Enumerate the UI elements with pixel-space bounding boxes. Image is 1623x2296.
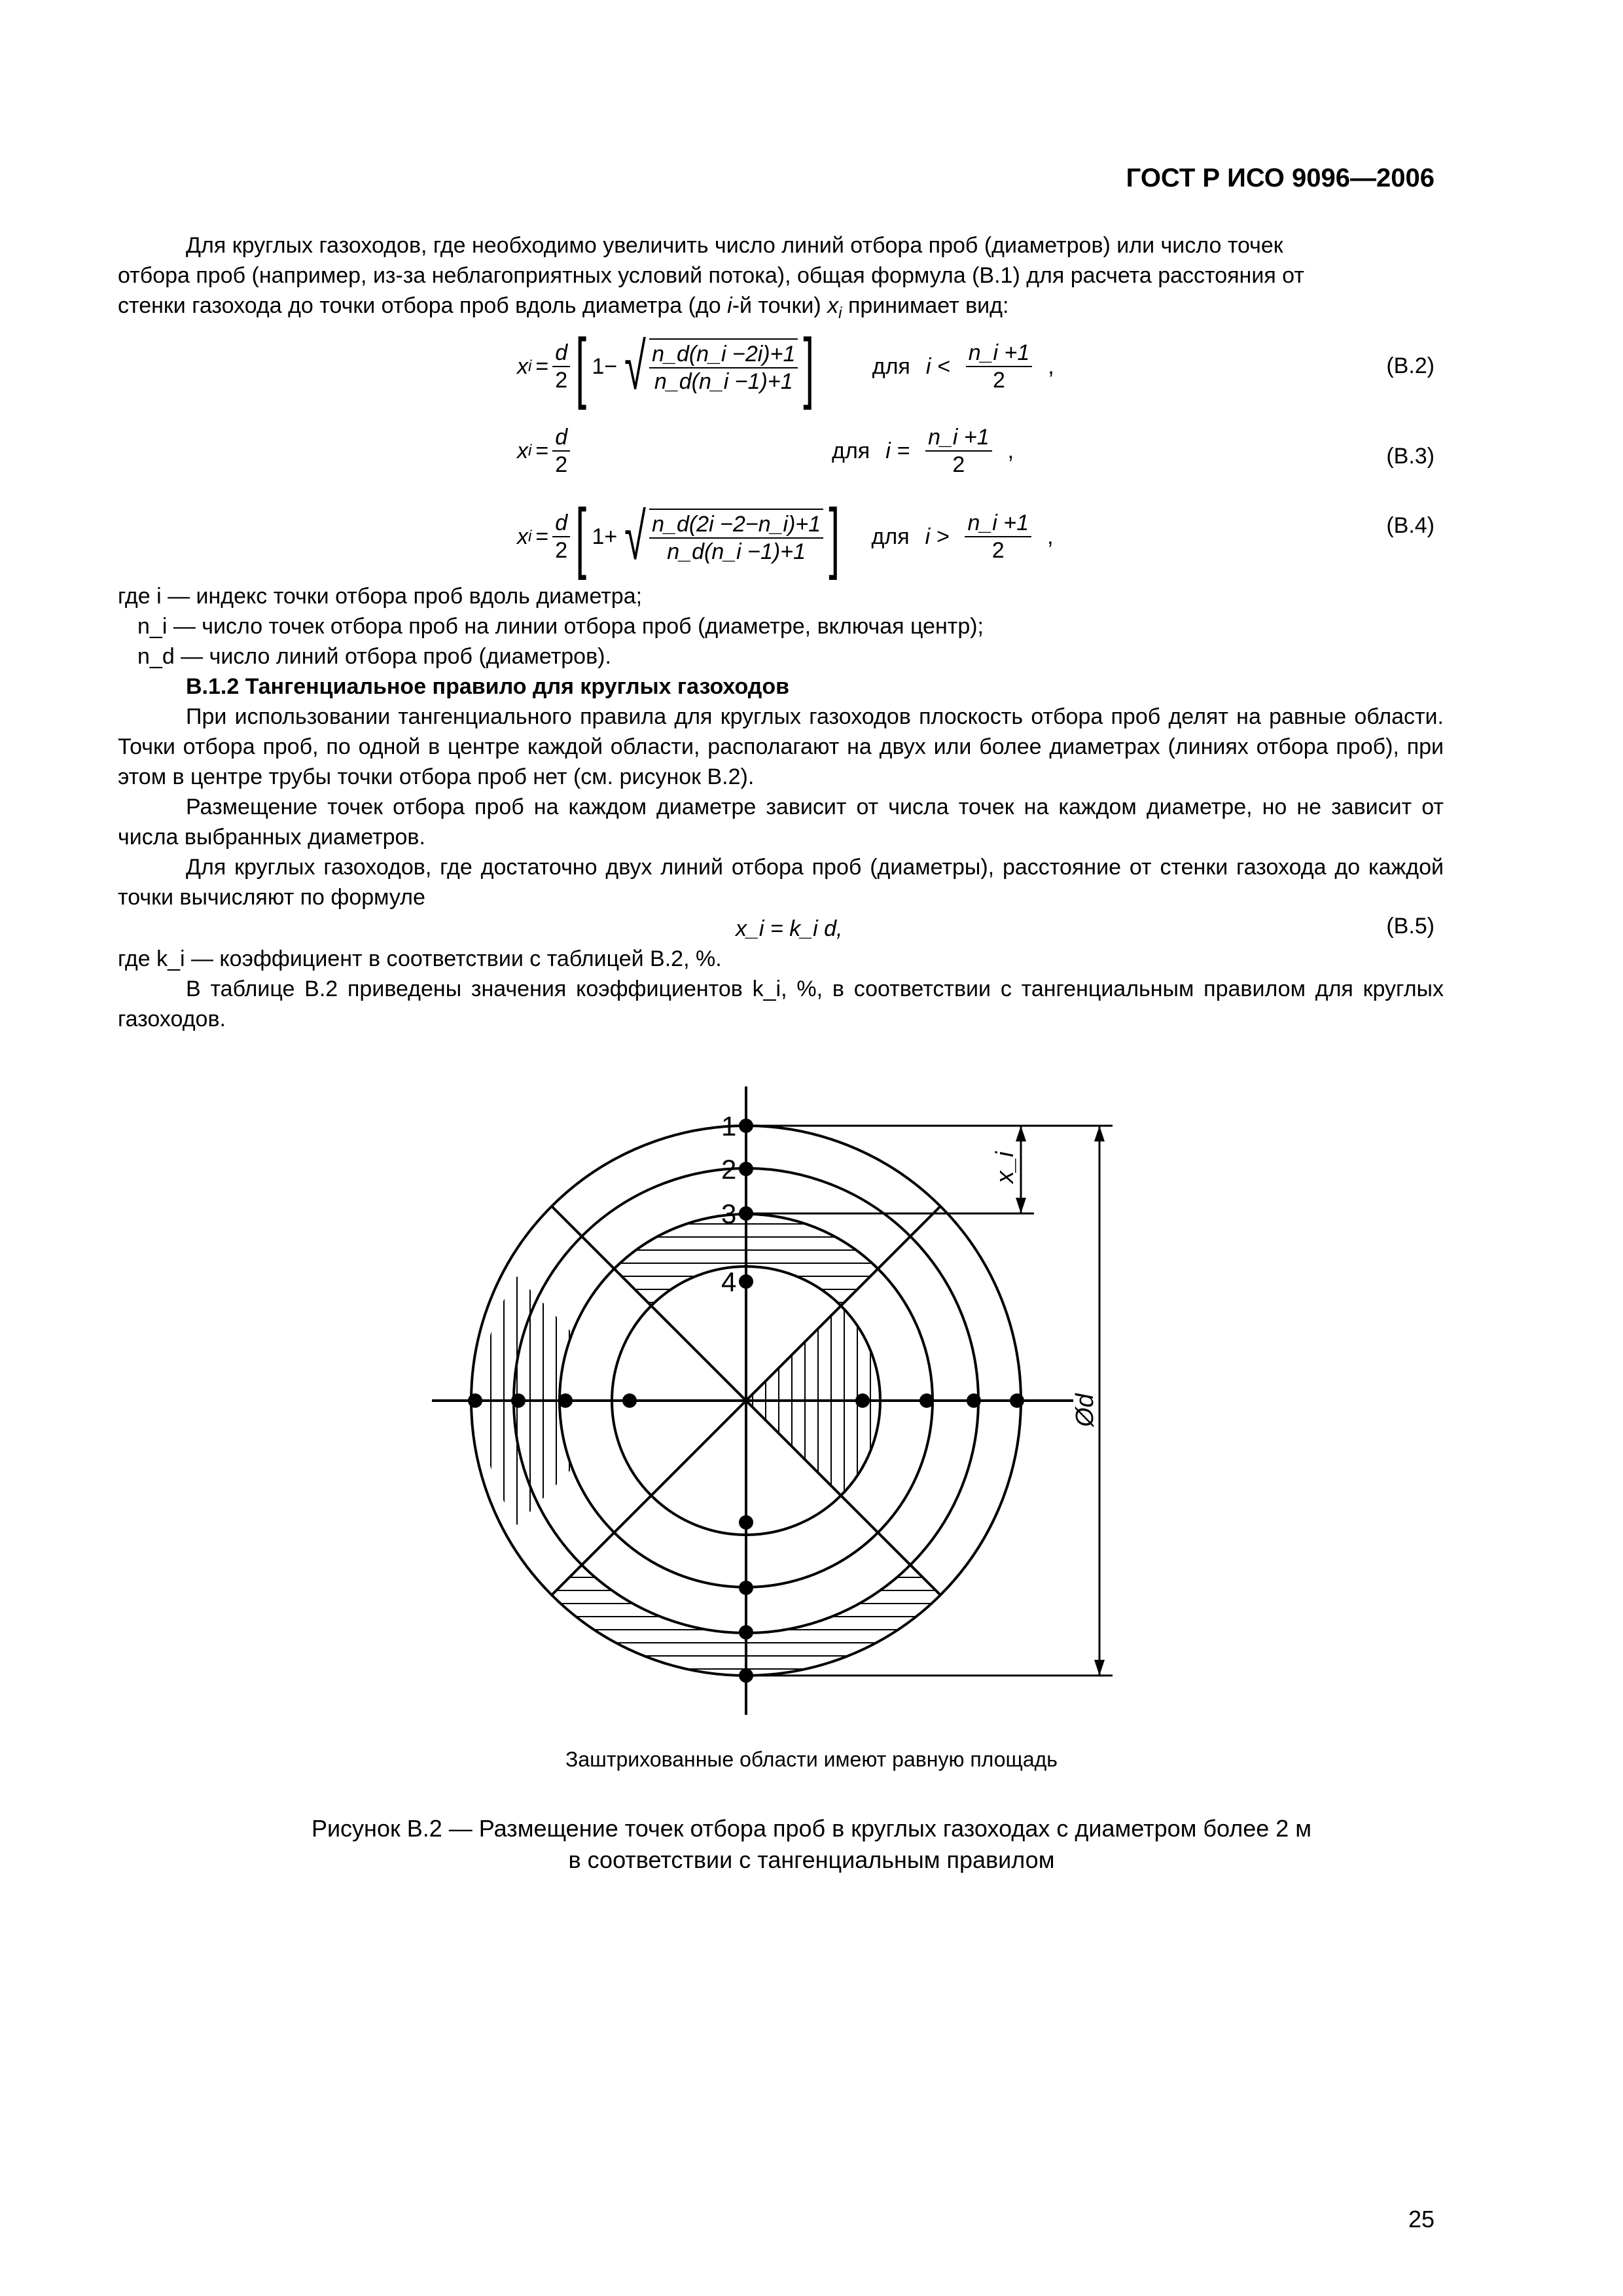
where-i: где i — индекс точки отбора проб вдоль диаметра; bbox=[118, 584, 643, 609]
intro-line-3: стенки газохода до точки отбора проб вдоль диаметра (до i-й точки) $x_i$ принимает вид: bbox=[118, 293, 1009, 322]
figure-caption bbox=[0, 1813, 1623, 1876]
point-label-4: 4 bbox=[721, 1266, 737, 1297]
equation-b4: x i = $\frac{d}{2}$ [ 1+ √ $\frac{n\_d(2i -2-n\_i)+1}{n\_d(n\_i -1)+1}$ ] для i > $\frac{n\_i +1}{2}$ , bbox=[517, 493, 1054, 581]
equation-b5: x_i = k_i d, bbox=[736, 916, 843, 941]
page-number: 25 bbox=[1408, 2206, 1435, 2233]
intro-line-2: отбора проб (например, из-за неблагоприятных условий потока), общая формула (В.1) для расчета расстояния от bbox=[118, 263, 1304, 288]
point-label-2: 2 bbox=[721, 1154, 737, 1185]
equation-b5-label: (В.5) bbox=[1386, 914, 1435, 939]
dimension-diameter: Ød bbox=[1071, 1393, 1099, 1427]
point-label-3: 3 bbox=[721, 1198, 737, 1229]
equation-b3: x i = $\frac{d}{2}$ для i = $\frac{n\_i +1}{2}$ , bbox=[517, 425, 1014, 477]
intro-line-1: Для круглых газоходов, где необходимо увеличить число линий отбора проб (диаметров) или число точек bbox=[186, 233, 1283, 258]
figure-tangential-rule bbox=[419, 1073, 1178, 1715]
equation-b3-label: (В.3) bbox=[1386, 444, 1435, 469]
figure-note: Заштрихованные области имеют равную площадь bbox=[565, 1748, 1058, 1771]
equation-b2-label: (В.2) bbox=[1386, 353, 1435, 378]
equation-b2: x i = $\frac{d}{2}$ [ 1− √ $\frac{n\_d(n\_i -2i)+1}{n\_d(n\_i -1)+1}$ ] для i < $\frac{n\_i +1}{2}$ , bbox=[517, 323, 1054, 410]
where-ki: где k_i — коэффициент в соответствии с таблицей В.2, %. bbox=[118, 946, 722, 971]
section-title: В.1.2 Тангенциальное правило для круглых газоходов bbox=[186, 674, 790, 699]
figure-caption-line-1: Рисунок В.2 — Размещение точек отбора проб в круглых газоходах с диаметром более 2 м bbox=[311, 1815, 1312, 1842]
dimension-xi: x_i bbox=[991, 1151, 1019, 1183]
figure-caption-line-2: в соответствии с тангенциальным правилом bbox=[568, 1846, 1055, 1873]
point-label-1: 1 bbox=[721, 1111, 737, 1141]
section-paragraph-4: В таблице В.2 приведены значения коэффициентов k_i, %, в соответствии с тангенциальным правилом для круглых газоходов. bbox=[118, 977, 1444, 1031]
section-paragraph-1: При использовании тангенциального правила для круглых газоходов плоскость отбора проб делят на равные области. Точки отбора проб, по одной в центре каждой области, располагают на двух или более диаметрах (линиях отбора проб), при этом в центре трубы точки отбора проб нет (см. рисунок В.2). bbox=[118, 704, 1444, 789]
section-paragraph-2: Размещение точек отбора проб на каждом диаметре зависит от числа точек на каждом диаметре, но не зависит от числа выбранных диаметров. bbox=[118, 795, 1444, 850]
equation-b4-label: (В.4) bbox=[1386, 513, 1435, 538]
document-header: ГОСТ Р ИСО 9096—2006 bbox=[1126, 164, 1435, 192]
where-ni: n_i — число точек отбора проб на линии отбора проб (диаметре, включая центр); bbox=[137, 614, 984, 639]
section-paragraph-3: Для круглых газоходов, где достаточно двух линий отбора проб (диаметры), расстояние от стенки газохода до каждой точки вычисляют по формуле bbox=[118, 855, 1444, 910]
where-nd: n_d — число линий отбора проб (диаметров). bbox=[137, 644, 611, 669]
